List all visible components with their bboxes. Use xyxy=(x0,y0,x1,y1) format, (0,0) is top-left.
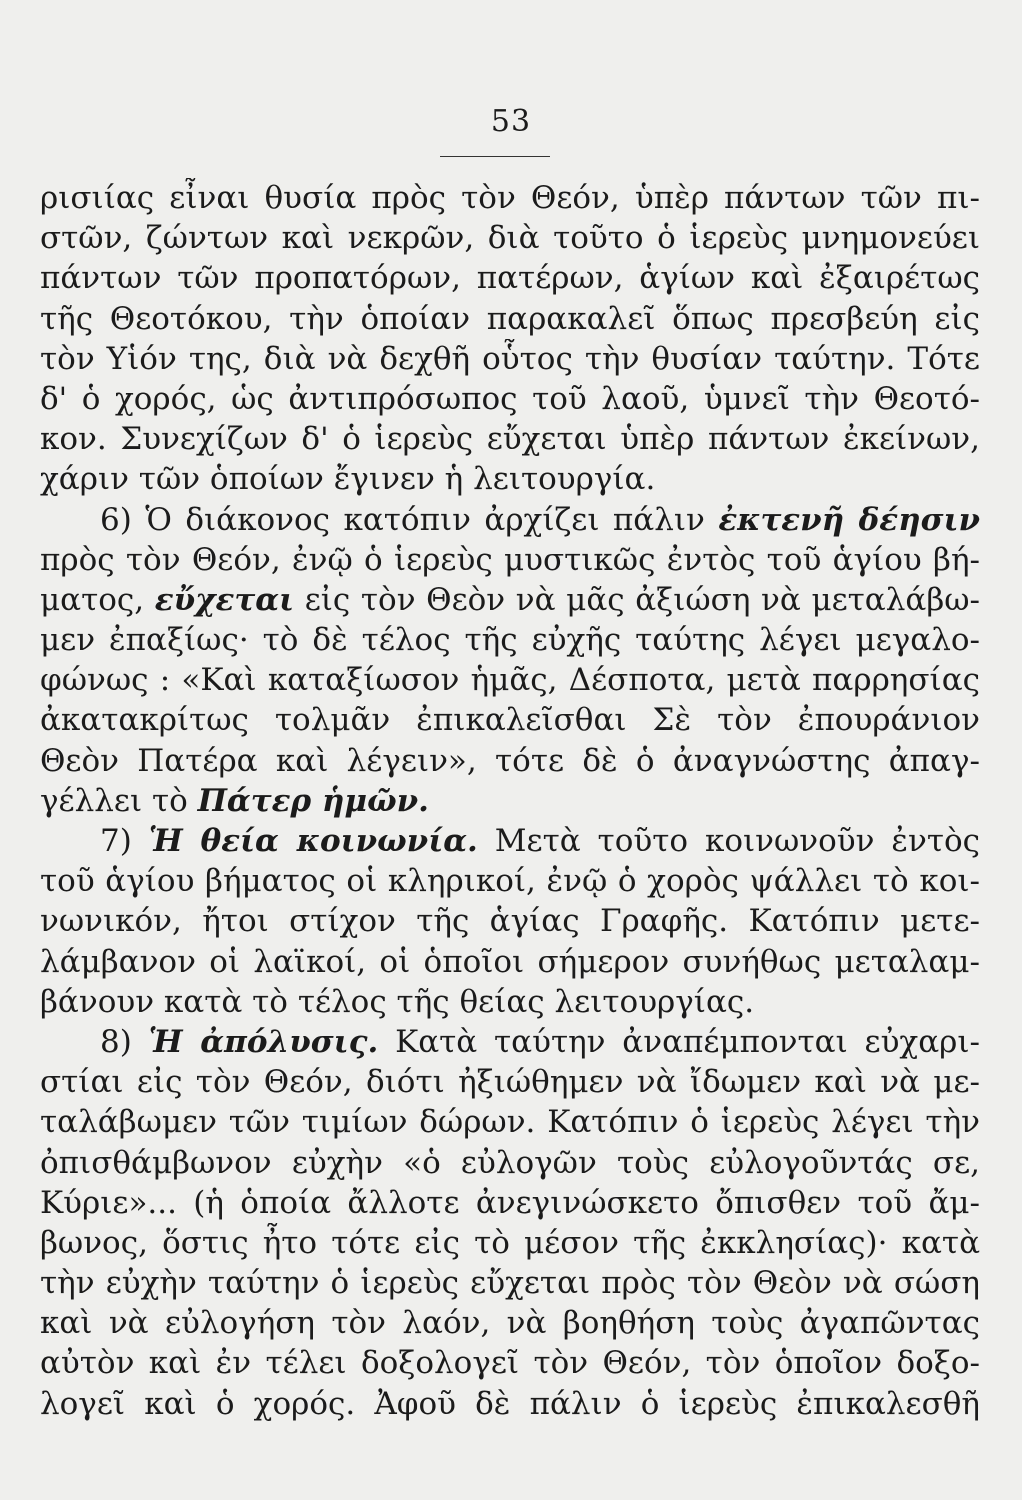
text-line: καὶ νὰ εὐλογήση τὸν λαόν, νὰ βοηθήση τοὺς ἀγαπῶντας xyxy=(40,1305,980,1342)
emphasis-text: ἐκτενῆ δέησιν xyxy=(718,501,980,538)
text-line: στίαι εἰς τὸν Θεόν, διότι ἠξιώθημεν νὰ ἴδωμεν καὶ νὰ με- xyxy=(40,1064,980,1101)
text-line: κον. Συνεχίζων δ' ὁ ἱερεὺς εὔχεται ὑπὲρ πάντων ἐκείνων, xyxy=(40,421,980,458)
text-line: φώνως : «Καὶ καταξίωσον ἡμᾶς, Δέσποτα, μετὰ παρρησίας xyxy=(40,662,980,699)
emphasis-text: εὔχεται xyxy=(154,581,295,618)
section-heading: Ἡ θεία κοινωνία. xyxy=(148,823,478,859)
text-line: πάντων τῶν προπατόρων, πατέρων, ἁγίων καὶ ἐξαιρέτως xyxy=(40,260,980,297)
text-run: ματος, xyxy=(40,581,145,618)
text-line: ὀπισθάμβωνον εὐχὴν «ὁ εὐλογῶν τοὺς εὐλογοῦντάς σε, xyxy=(40,1144,980,1181)
page-number: 53 xyxy=(490,104,532,139)
body-text xyxy=(40,178,980,1424)
text-line: Θεὸν Πατέρα καὶ λέγειν», τότε δὲ ὁ ἀναγνώστης ἀπαγ- xyxy=(40,742,980,779)
text-line: ρισιίας εἶναι θυσία πρὸς τὸν Θεόν, ὑπὲρ πάντων τῶν πι- xyxy=(40,180,980,216)
text-run: εἰς τὸν Θεὸν νὰ μᾶς ἀξιώση νὰ μεταλάβω- xyxy=(304,581,980,618)
text-run: γέλλει τὸ xyxy=(40,782,188,819)
text-line: νωνικόν, ἤτοι στίχον τῆς ἁγίας Γραφῆς. Κατόπιν μετε- xyxy=(40,903,980,940)
text-line: τοῦ ἁγίου βήματος οἱ κληρικοί, ἐνῷ ὁ χορὸς ψάλλει τὸ κοι- xyxy=(40,863,980,900)
text-line xyxy=(40,781,980,821)
text-line: Κύριε»... (ἡ ὁποία ἄλλοτε ἀνεγινώσκετο ὄπισθεν τοῦ ἄμ- xyxy=(40,1184,980,1221)
text-line: μεν ἐπαξίως· τὸ δὲ τέλος τῆς εὐχῆς ταύτης λέγει μεγαλο- xyxy=(40,622,980,659)
emphasis-text: Πάτερ ἡμῶν. xyxy=(197,782,429,819)
paragraph-8-line xyxy=(40,1022,980,1062)
text-line: ἀκατακρίτως τολμᾶν ἐπικαλεῖσθαι Σὲ τὸν ἐπουράνιον xyxy=(40,702,980,739)
text-line: λογεῖ καὶ ὁ χορός. Ἀφοῦ δὲ πάλιν ὁ ἱερεὺς ἐπικαλεσθῆ xyxy=(40,1385,980,1422)
text-run: Μετὰ τοῦτο κοινωνοῦν ἐντὸς xyxy=(494,823,980,859)
text-line: τὸν Υἱόν της, διὰ νὰ δεχθῆ οὗτος τὴν θυσίαν ταύτην. Τότε xyxy=(40,340,980,377)
text-run: Κατὰ ταύτην ἀναπέμπονται εὐχαρι- xyxy=(395,1023,980,1060)
text-line: βωνος, ὅστις ἦτο τότε εἰς τὸ μέσον τῆς ἐκκλησίας)· κατὰ xyxy=(40,1224,980,1261)
paragraph-7-line xyxy=(40,821,980,861)
text-run: 8) xyxy=(100,1023,132,1060)
text-line: τὴν εὐχὴν ταύτην ὁ ἱερεὺς εὔχεται πρὸς τὸν Θεὸν νὰ σώση xyxy=(40,1265,980,1302)
text-line: λάμβανον οἱ λαϊκοί, οἱ ὁποῖοι σήμερον συνήθως μεταλαμ- xyxy=(40,943,980,980)
text-line xyxy=(40,580,980,620)
text-line: ταλάβωμεν τῶν τιμίων δώρων. Κατόπιν ὁ ἱερεὺς λέγει τὴν xyxy=(40,1104,980,1141)
header-rule xyxy=(440,156,550,157)
text-run: 6) Ὁ διάκονος κατόπιν ἀρχίζει πάλιν xyxy=(100,501,705,538)
text-run: 7) xyxy=(100,823,132,859)
text-line: πρὸς τὸν Θεόν, ἐνῷ ὁ ἱερεὺς μυστικῶς ἐντὸς τοῦ ἁγίου βή- xyxy=(40,541,980,578)
text-line: χάριν τῶν ὁποίων ἔγινεν ἡ λειτουργία. xyxy=(40,461,656,498)
text-line: βάνουν κατὰ τὸ τέλος τῆς θείας λειτουργίας. xyxy=(40,983,755,1020)
text-line: αὐτὸν καὶ ἐν τέλει δοξολογεῖ τὸν Θεόν, τὸν ὁποῖον δοξο- xyxy=(40,1345,980,1382)
paragraph-6-line xyxy=(40,500,980,540)
text-line: τῆς Θεοτόκου, τὴν ὁποίαν παρακαλεῖ ὅπως πρεσβεύη εἰς xyxy=(40,300,980,337)
text-line: δ' ὁ χορός, ὡς ἀντιπρόσωπος τοῦ λαοῦ, ὑμνεῖ τὴν Θεοτό- xyxy=(40,380,980,417)
text-line: στῶν, ζώντων καὶ νεκρῶν, διὰ τοῦτο ὁ ἱερεὺς μνημονεύει xyxy=(40,220,980,257)
section-heading: Ἡ ἀπόλυσις. xyxy=(148,1023,379,1060)
